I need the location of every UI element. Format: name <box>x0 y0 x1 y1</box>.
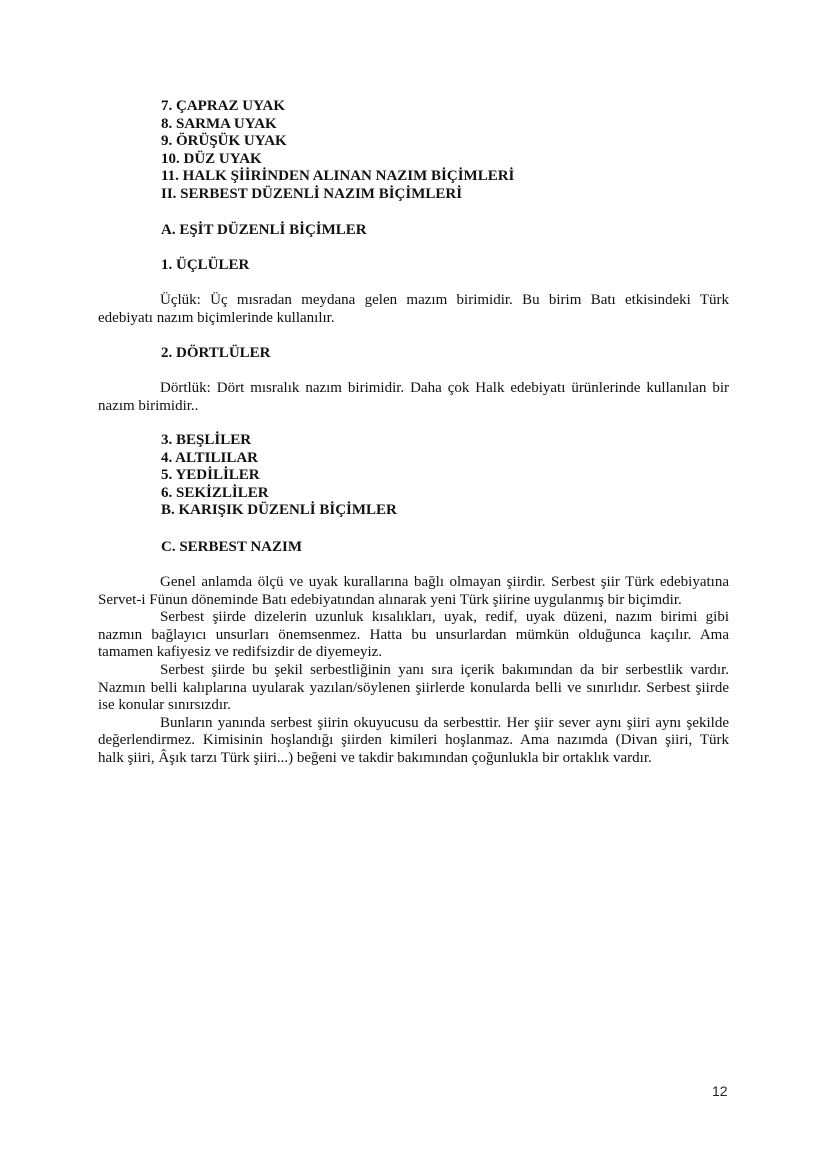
paragraph-dortluk <box>98 380 729 415</box>
heading-sekizliler: 6. SEKİZLİLER <box>161 484 269 501</box>
heading-halk-siirinden: 11. HALK ŞİİRİNDEN ALINAN NAZIM BİÇİMLERİ <box>161 168 515 185</box>
heading-karisik-duzenli: B. KARIŞIK DÜZENLİ BİÇİMLER <box>161 502 397 519</box>
paragraph-line: ise konular sınırsızdır. <box>98 697 231 714</box>
paragraph-line: değerlendirmez. Kimisinin hoşlandığı şiirden kimileri hoşlanmaz. Ama nazımda (Divan şiiri, Türk <box>98 732 729 749</box>
paragraph-line: Servet-i Fünun döneminde Batı edebiyatından alınarak yeni Türk şiirine uygulanmış bir biçimdir. <box>98 591 682 608</box>
paragraph-line: Nazmın belli kalıplarına uyularak yazılan/söylenen şiirlerde konularda belli ve sınırlıdır. Serbest şiirde <box>98 679 729 696</box>
paragraph-line: nazmın bağlayıcı unsurları önemsenmez. Hatta bu unsurlardan mümkün olduğunca kaçılır. Ama <box>98 626 729 643</box>
paragraph-line: Bunların yanında serbest şiirin okuyucusu da serbesttir. Her şiir sever aynı şiiri aynı şekilde <box>160 714 729 731</box>
heading-list-middle <box>161 432 397 520</box>
heading-serbest-nazim: C. SERBEST NAZIM <box>161 539 303 555</box>
heading-sarma-uyak: 8. SARMA UYAK <box>161 115 277 132</box>
heading-ucluler: 1. ÜÇLÜLER <box>161 257 250 273</box>
heading-altililar: 4. ALTILILAR <box>161 449 258 466</box>
heading-serbest-duzenli: II. SERBEST DÜZENLİ NAZIM BİÇİMLERİ <box>161 185 463 202</box>
heading-yedililer: 5. YEDİLİLER <box>161 467 260 484</box>
heading-capraz-uyak: 7. ÇAPRAZ UYAK <box>161 98 286 114</box>
paragraph-line: Üçlük: Üç mısradan meydana gelen mazım birimidir. Bu birim Batı etkisindeki Türk <box>160 292 729 308</box>
paragraph-line: Genel anlamda ölçü ve uyak kurallarına bağlı olmayan şiirdir. Serbest şiir Türk edebiyatına <box>160 574 729 590</box>
paragraph-line: edebiyatı nazım biçimlerinde kullanılır. <box>98 309 335 326</box>
heading-esit-duzenli: A. EŞİT DÜZENLİ BİÇİMLER <box>161 222 367 238</box>
paragraph-serbest-nazim-body <box>98 574 729 768</box>
heading-duz-uyak: 10. DÜZ UYAK <box>161 150 262 167</box>
heading-dortluler: 2. DÖRTLÜLER <box>161 345 271 361</box>
paragraph-line: Dörtlük: Dört mısralık nazım birimidir. Daha çok Halk edebiyatı ürünlerinde kullanılan bir <box>160 380 729 396</box>
paragraph-line: halk şiiri, Âşık tarzı Türk şiiri...) beğeni ve takdir bakımından çoğunlukla bir ortaklık vardır. <box>98 749 652 766</box>
heading-list-top <box>161 98 514 204</box>
paragraph-ucluk <box>98 292 729 327</box>
paragraph-line: Serbest şiirde bu şekil serbestliğinin yanı sıra içerik bakımından da bir serbestlik vardır. <box>160 661 729 678</box>
paragraph-line: tamamen kafiyesiz ve redifsizdir de diyemeyiz. <box>98 644 383 661</box>
paragraph-line: nazım birimidir.. <box>98 397 199 414</box>
heading-besliler: 3. BEŞLİLER <box>161 432 252 448</box>
page-number: 12 <box>712 1083 728 1099</box>
paragraph-line: Serbest şiirde dizelerin uzunluk kısalıkları, uyak, redif, uyak düzeni, nazım birimi gibi <box>160 609 729 626</box>
heading-orusuk-uyak: 9. ÖRÜŞÜK UYAK <box>161 133 287 150</box>
